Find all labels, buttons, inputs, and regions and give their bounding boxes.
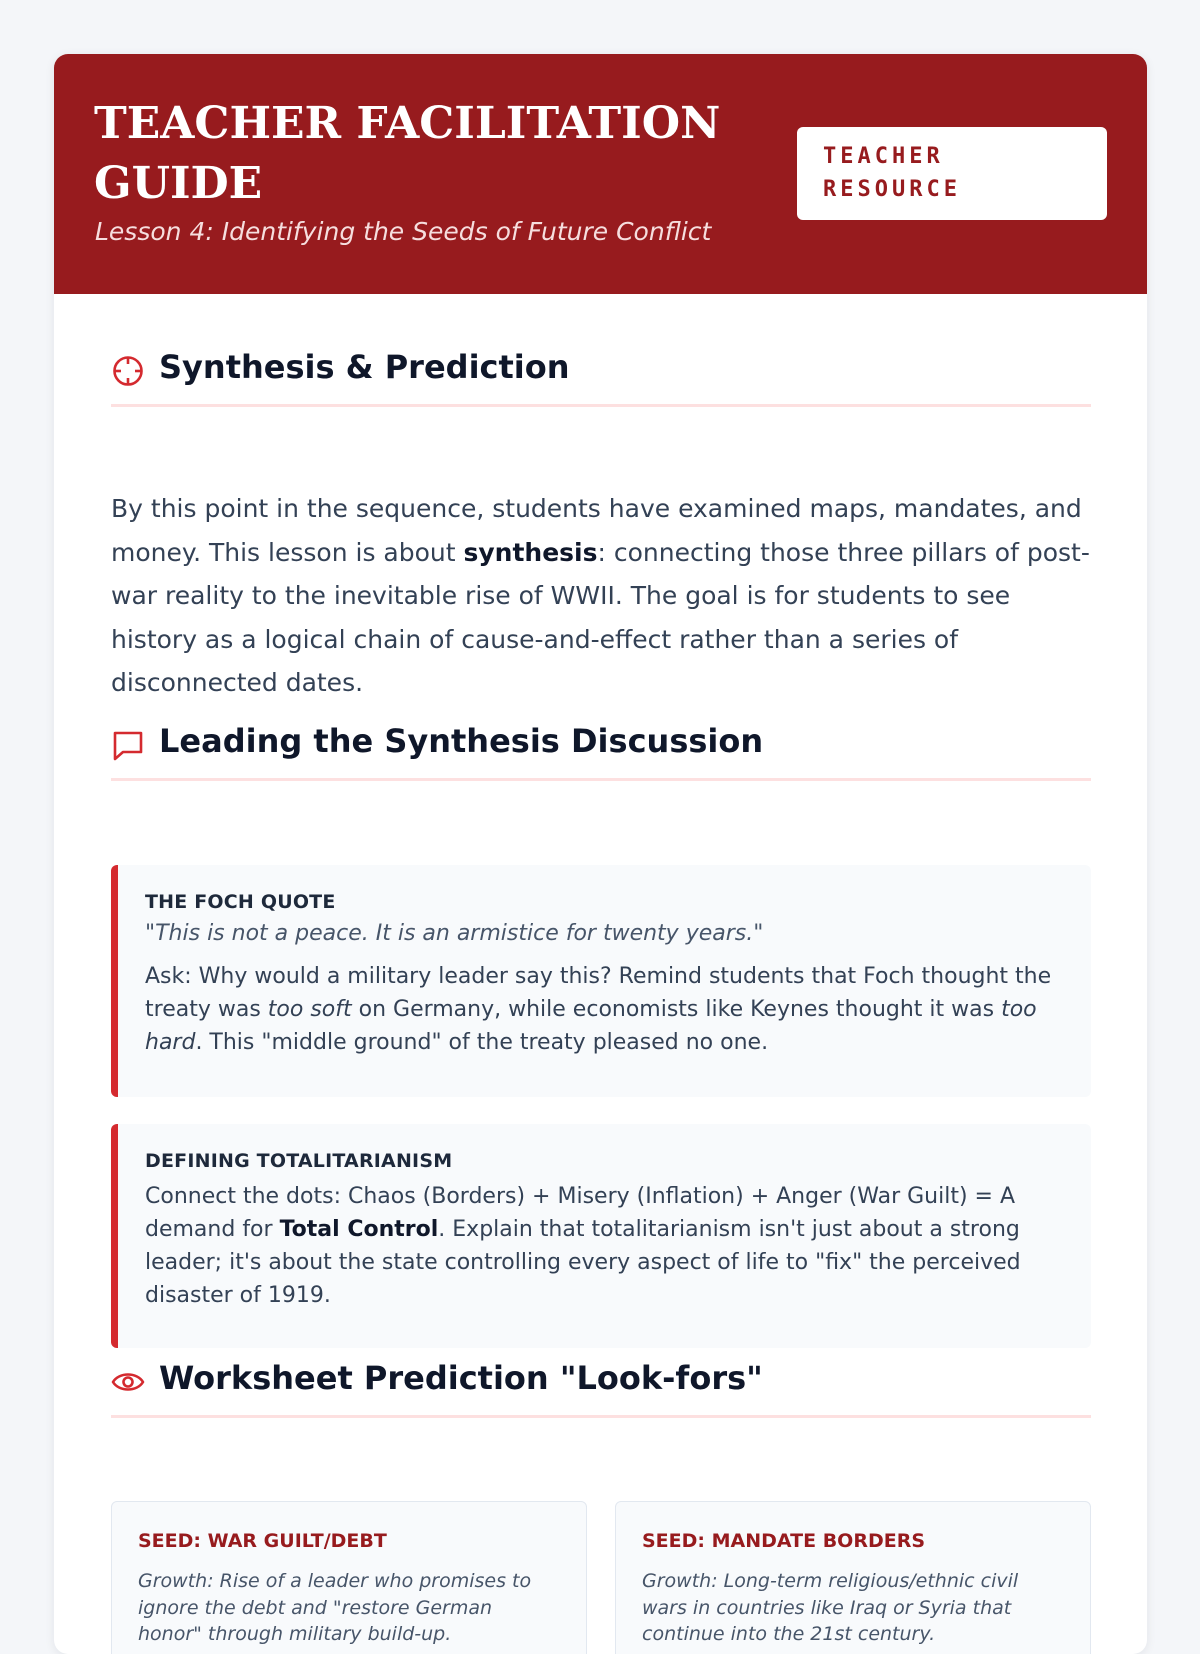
synthesis-section-header [111, 334, 1091, 407]
seed-title: SEED: MANDATE BORDERS [642, 1530, 926, 1552]
totalitarianism-callout [111, 1124, 1091, 1348]
teacher-resource-badge: TEACHER RESOURCE [797, 127, 1107, 220]
totalitarianism-text-1: Connect the dots: Chaos (Borders) + Misery (Inflation) + Anger (War Guilt) = A demand for [145, 1184, 1015, 1242]
foch-em-1: too soft [267, 997, 352, 1022]
foch-text-2: on Germany, while economists like Keynes thought it was [351, 997, 1002, 1022]
foch-quote: "This is not a peace. It is an armistice for twenty years." [145, 921, 764, 946]
guide-header [54, 54, 1147, 294]
foch-text [145, 960, 1061, 1059]
totalitarianism-bold: Total Control [279, 1217, 439, 1242]
intro-bold: synthesis [463, 537, 598, 567]
guide-card [54, 54, 1147, 1654]
intro-text-1: By this point in the sequence, students have examined maps, mandates, and money. This lesson is about [111, 494, 1082, 567]
discussion-heading: Leading the Synthesis Discussion [159, 722, 764, 760]
totalitarianism-text-2: . Explain that totalitarianism isn't just about a strong leader; it's about the state controlling every aspect of life to "fix" the perceived disaster of 1919. [145, 1217, 1021, 1308]
seed-growth: Growth: Rise of a leader who promises to ignore the debt and "restore German honor" through military build-up. [138, 1570, 532, 1645]
seed-title: SEED: WAR GUILT/DEBT [138, 1530, 387, 1552]
lesson-subtitle: Lesson 4: Identifying the Seeds of Future Conflict [95, 217, 712, 246]
totalitarianism-label: DEFINING TOTALITARIANISM [145, 1150, 453, 1172]
chat-bubble-icon [111, 728, 145, 762]
lookfors-section-header [111, 1345, 1091, 1418]
lookfors-heading: Worksheet Prediction "Look-fors" [159, 1359, 763, 1397]
discussion-section-header [111, 708, 1091, 781]
foch-text-1: Ask: Why would a military leader say this? Remind students that Foch thought the treaty was [145, 964, 1052, 1022]
seed-growth: Growth: Long-term religious/ethnic civil wars in countries like Iraq or Syria that continue into the 21st century. [642, 1570, 1019, 1645]
foch-quote-callout [111, 865, 1091, 1097]
foch-em-2: too hard [145, 997, 1037, 1055]
seed-card [615, 1501, 1091, 1654]
seed-card [111, 1501, 587, 1654]
page-title: TEACHER FACILITATION GUIDE [94, 98, 721, 209]
synthesis-heading: Synthesis & Prediction [159, 348, 570, 386]
totalitarianism-text [145, 1180, 1061, 1312]
eye-icon [111, 1365, 145, 1399]
foch-label: THE FOCH QUOTE [145, 891, 336, 913]
foch-text-3: . This "middle ground" of the treaty pleased no one. [195, 1030, 769, 1055]
synthesis-intro [111, 487, 1091, 705]
intro-text-2: : connecting those three pillars of post-war reality to the inevitable rise of WWII. The goal is for students to see history as a logical chain of cause-and-effect rather than a series of disconnected dates. [111, 537, 1090, 697]
crosshair-icon [111, 354, 145, 388]
